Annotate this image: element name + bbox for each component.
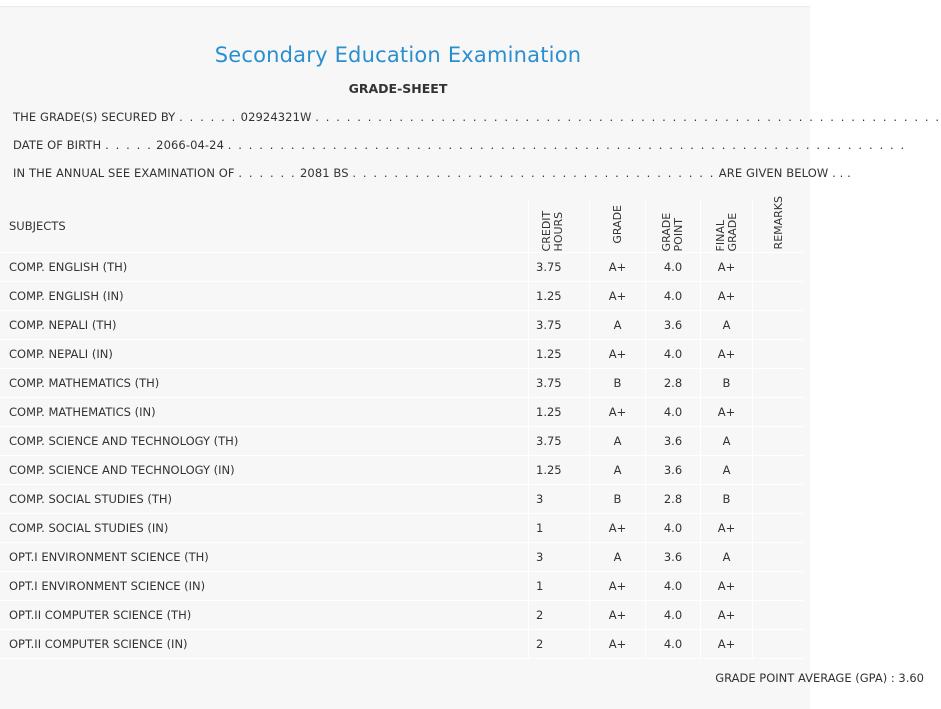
subject-cell: COMP. SCIENCE AND TECHNOLOGY (TH) xyxy=(0,427,529,456)
grade-cell: A xyxy=(590,456,646,485)
table-row xyxy=(0,282,804,311)
grade-sheet-heading: GRADE-SHEET xyxy=(348,81,448,96)
symbol-number: 02924321W xyxy=(240,110,312,124)
table-row xyxy=(0,543,804,572)
grade-point-cell: 3.6 xyxy=(646,456,701,485)
table-row xyxy=(0,340,804,369)
remarks-cell xyxy=(753,630,805,659)
final-grade-cell: A xyxy=(701,456,753,485)
final-grade-cell: A+ xyxy=(701,340,753,369)
exam-suffix: ARE GIVEN BELOW . . . xyxy=(718,166,851,180)
grade-point-cell: 3.6 xyxy=(646,427,701,456)
final-grade-cell: A xyxy=(701,311,753,340)
dot-leader: . . . . . . . . . . . . . . . . . . . . . . . . . . . . . . . . . . . xyxy=(352,166,716,180)
credit-hours-cell: 1.25 xyxy=(529,282,590,311)
subject-cell: COMP. SOCIAL STUDIES (TH) xyxy=(0,485,529,514)
remarks-cell xyxy=(753,427,805,456)
header-grade-label: GRADE xyxy=(610,205,624,245)
remarks-cell xyxy=(753,601,805,630)
grade-cell: A xyxy=(590,427,646,456)
header-subjects-label: SUBJECTS xyxy=(9,219,66,234)
header-grade xyxy=(590,200,646,253)
dot-leader: . . . . . . . . . . . . . . . . . . . . . . . . . . . . . . . . . . . . . . . . . . . . . . . . . . . . . . . . . . . . xyxy=(315,110,941,124)
credit-hours-cell: 3 xyxy=(529,485,590,514)
final-grade-cell: A+ xyxy=(701,572,753,601)
final-grade-cell: A+ xyxy=(701,398,753,427)
remarks-cell xyxy=(753,543,805,572)
subject-cell: OPT.I ENVIRONMENT SCIENCE (TH) xyxy=(0,543,529,572)
grade-cell: A+ xyxy=(590,340,646,369)
table-row xyxy=(0,253,804,282)
table-row xyxy=(0,514,804,543)
exam-year: 2081 BS xyxy=(300,166,349,180)
final-grade-cell: A+ xyxy=(701,601,753,630)
dob-value: 2066-04-24 xyxy=(156,138,224,152)
credit-hours-cell: 1 xyxy=(529,514,590,543)
final-grade-cell: B xyxy=(701,485,753,514)
credit-hours-cell: 3.75 xyxy=(529,253,590,282)
header-remarks-label: REMARKS xyxy=(771,196,785,250)
exam-label: IN THE ANNUAL SEE EXAMINATION OF xyxy=(13,166,235,180)
final-grade-cell: A+ xyxy=(701,514,753,543)
grade-point-cell: 4.0 xyxy=(646,282,701,311)
credit-hours-cell: 3.75 xyxy=(529,427,590,456)
table-row xyxy=(0,398,804,427)
grade-point-cell: 3.6 xyxy=(646,543,701,572)
header-grade-point-label: GRADE POINT xyxy=(660,212,685,251)
final-grade-cell: A xyxy=(701,427,753,456)
remarks-cell xyxy=(753,456,805,485)
header-grade-point xyxy=(646,200,701,253)
grade-cell: A xyxy=(590,311,646,340)
grade-cell: B xyxy=(590,485,646,514)
grade-point-cell: 2.8 xyxy=(646,369,701,398)
subject-cell: COMP. NEPALI (IN) xyxy=(0,340,529,369)
grade-cell: A+ xyxy=(590,514,646,543)
credit-hours-cell: 1.25 xyxy=(529,398,590,427)
remarks-cell xyxy=(753,485,805,514)
dob-label: DATE OF BIRTH xyxy=(13,138,102,152)
subject-cell: COMP. MATHEMATICS (TH) xyxy=(0,369,529,398)
grade-point-cell: 4.0 xyxy=(646,572,701,601)
credit-hours-cell: 2 xyxy=(529,630,590,659)
final-grade-cell: A+ xyxy=(701,282,753,311)
final-grade-cell: B xyxy=(701,369,753,398)
remarks-cell xyxy=(753,398,805,427)
grade-point-cell: 4.0 xyxy=(646,514,701,543)
header-final-grade-label: FINAL GRADE xyxy=(713,212,739,251)
grade-cell: A+ xyxy=(590,572,646,601)
header-credit-hours-label: CREDIT HOURS xyxy=(540,210,565,251)
grade-point-cell: 4.0 xyxy=(646,253,701,282)
grade-cell: A+ xyxy=(590,601,646,630)
gpa-value: 3.60 xyxy=(898,671,924,685)
grade-cell: A+ xyxy=(590,630,646,659)
table-row xyxy=(0,427,804,456)
remarks-cell xyxy=(753,340,805,369)
subject-cell: COMP. MATHEMATICS (IN) xyxy=(0,398,529,427)
credit-hours-cell: 1.25 xyxy=(529,340,590,369)
subject-cell: OPT.II COMPUTER SCIENCE (IN) xyxy=(0,630,529,659)
grade-point-cell: 4.0 xyxy=(646,601,701,630)
table-row xyxy=(0,630,804,659)
exam-line xyxy=(13,166,851,180)
grade-cell: A xyxy=(590,543,646,572)
grade-point-cell: 4.0 xyxy=(646,398,701,427)
header-credit-hours xyxy=(529,200,590,253)
secured-by-line xyxy=(13,110,941,124)
subject-cell: COMP. SCIENCE AND TECHNOLOGY (IN) xyxy=(0,456,529,485)
grades-table-body xyxy=(0,253,804,659)
grade-cell: A+ xyxy=(590,282,646,311)
remarks-cell xyxy=(753,253,805,282)
dot-leader: . . . . . . . . . . . . . . . . . . . . . . . . . . . . . . . . . . . . . . . . . . . . . . . . . . . . . . . . . . . . . . . . . xyxy=(227,138,906,152)
credit-hours-cell: 1 xyxy=(529,572,590,601)
dot-leader: . . . . . xyxy=(105,138,153,152)
grade-point-cell: 2.8 xyxy=(646,485,701,514)
table-row xyxy=(0,369,804,398)
table-row xyxy=(0,601,804,630)
table-row xyxy=(0,572,804,601)
grade-cell: A+ xyxy=(590,398,646,427)
table-row xyxy=(0,456,804,485)
exam-title: Secondary Education Examination xyxy=(214,43,582,67)
header-final-grade xyxy=(701,200,753,253)
grade-cell: B xyxy=(590,369,646,398)
grade-point-cell: 3.6 xyxy=(646,311,701,340)
secured-by-label: THE GRADE(S) SECURED BY xyxy=(13,110,176,124)
final-grade-cell: A+ xyxy=(701,630,753,659)
final-grade-cell: A xyxy=(701,543,753,572)
subject-cell: COMP. ENGLISH (IN) xyxy=(0,282,529,311)
final-grade-cell: A+ xyxy=(701,253,753,282)
grades-table xyxy=(0,196,804,659)
remarks-cell xyxy=(753,369,805,398)
header-remarks xyxy=(753,196,805,253)
subject-cell: COMP. SOCIAL STUDIES (IN) xyxy=(0,514,529,543)
grade-cell: A+ xyxy=(590,253,646,282)
grade-point-cell: 4.0 xyxy=(646,340,701,369)
subject-cell: COMP. NEPALI (TH) xyxy=(0,311,529,340)
subject-cell: COMP. ENGLISH (TH) xyxy=(0,253,529,282)
remarks-cell xyxy=(753,311,805,340)
subject-cell: OPT.II COMPUTER SCIENCE (TH) xyxy=(0,601,529,630)
dot-leader: . . . . . . xyxy=(179,110,237,124)
header-subjects xyxy=(0,200,529,253)
table-row xyxy=(0,485,804,514)
gpa-label: GRADE POINT AVERAGE (GPA) : xyxy=(715,671,895,685)
subject-cell: OPT.I ENVIRONMENT SCIENCE (IN) xyxy=(0,572,529,601)
remarks-cell xyxy=(753,514,805,543)
table-row xyxy=(0,311,804,340)
credit-hours-cell: 2 xyxy=(529,601,590,630)
dob-line xyxy=(13,138,906,152)
gpa-line xyxy=(715,671,924,685)
credit-hours-cell: 3.75 xyxy=(529,369,590,398)
credit-hours-cell: 3.75 xyxy=(529,311,590,340)
remarks-cell xyxy=(753,572,805,601)
remarks-cell xyxy=(753,282,805,311)
grade-point-cell: 4.0 xyxy=(646,630,701,659)
dot-leader: . . . . . . xyxy=(238,166,297,180)
table-header-row xyxy=(0,200,804,253)
credit-hours-cell: 1.25 xyxy=(529,456,590,485)
credit-hours-cell: 3 xyxy=(529,543,590,572)
